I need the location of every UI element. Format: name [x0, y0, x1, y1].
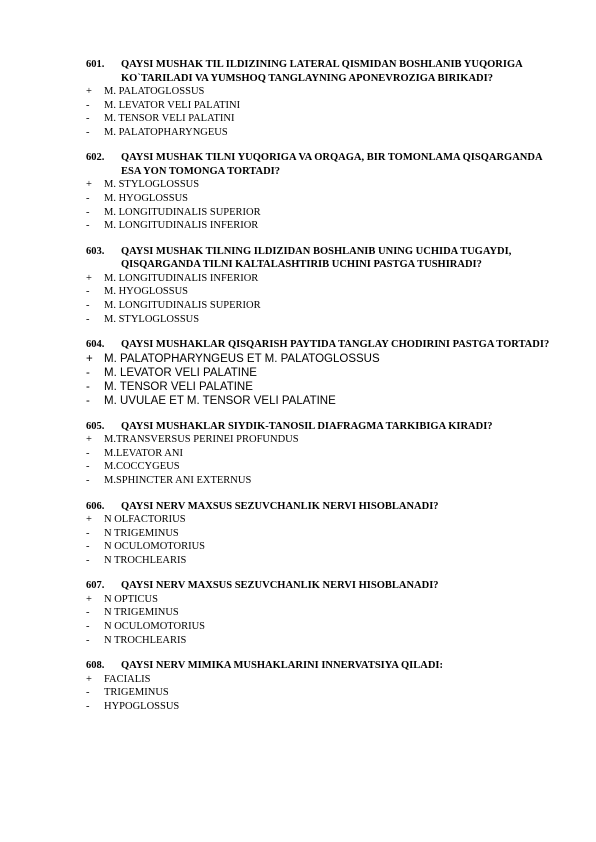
answer-sign: +	[86, 593, 92, 605]
answer-option	[86, 433, 556, 447]
question-number: 607.	[86, 580, 105, 592]
answer-text: M. LEVATOR VELI PALATINE	[104, 366, 257, 379]
answer-option	[86, 112, 556, 126]
answer-option	[86, 178, 556, 192]
answer-option	[86, 299, 556, 313]
answer-sign: -	[86, 461, 90, 473]
question-606	[86, 500, 556, 568]
answer-text: M. HYOGLOSSUS	[104, 286, 189, 298]
answer-option	[86, 700, 556, 714]
answer-option	[86, 460, 556, 474]
answer-option	[86, 206, 556, 220]
answer-option	[86, 447, 556, 461]
answer-sign: -	[86, 700, 90, 712]
answer-sign: +	[86, 272, 92, 284]
answer-text: N TRIGEMINUS	[104, 527, 179, 539]
question-text: QAYSI NERV MIMIKA MUSHAKLARINI INNERVATSIYA QILADI:	[121, 660, 444, 672]
answer-text: M. LONGITUDINALIS INFERIOR	[104, 220, 259, 232]
answer-text: M. TENSOR VELI PALATINE	[104, 380, 253, 393]
answer-text: N TROCHLEARIS	[104, 634, 187, 646]
question-number: 601.	[86, 59, 105, 70]
answer-text: N OPTICUS	[104, 593, 158, 605]
answer-option	[86, 686, 556, 700]
answer-sign: -	[86, 474, 90, 486]
answer-sign: -	[86, 366, 90, 379]
question-number: 606.	[86, 500, 105, 512]
answer-option	[86, 513, 556, 527]
answer-sign: -	[86, 394, 90, 407]
answer-sign: -	[86, 220, 90, 232]
answer-sign: -	[86, 206, 90, 218]
answer-text: M. PALATOGLOSSUS	[104, 86, 205, 97]
question-602	[86, 151, 556, 232]
answer-sign: -	[86, 313, 90, 325]
answer-option	[86, 85, 556, 99]
question-header	[86, 659, 556, 673]
answer-option	[86, 554, 556, 568]
answer-option	[86, 126, 556, 140]
question-603	[86, 245, 556, 326]
answer-option	[86, 219, 556, 233]
answer-sign: +	[86, 673, 92, 685]
answer-sign: -	[86, 192, 90, 204]
question-text: QAYSI MUSHAK TILNING ILDIZIDAN BOSHLANIB UNING UCHIDA TUGAYDI, QISQARGANDA TILNI KALTALASHTIRIB UCHINI PASTGA TUSHIRADI?	[121, 245, 512, 271]
answer-text: N TROCHLEARIS	[104, 554, 187, 566]
answer-option	[86, 606, 556, 620]
answer-option	[86, 593, 556, 607]
answer-text: M. STYLOGLOSSUS	[104, 313, 200, 325]
question-header	[86, 245, 556, 272]
question-header	[86, 500, 556, 514]
answer-sign: -	[86, 621, 90, 633]
answer-sign: -	[86, 447, 90, 459]
answer-text: M. LONGITUDINALIS SUPERIOR	[104, 299, 261, 311]
answer-option	[86, 99, 556, 113]
question-header	[86, 58, 556, 85]
answer-sign: -	[86, 126, 90, 138]
question-header	[86, 151, 556, 178]
question-text: QAYSI MUSHAK TILNI YUQORIGA VA ORQAGA, BIR TOMONLAMA QISQARGANDA ESA YON TOMONGA TORTADI?	[121, 152, 542, 177]
answer-text: M.LEVATOR ANI	[104, 447, 183, 459]
answer-sign: -	[86, 380, 90, 393]
answer-sign: -	[86, 554, 90, 566]
answer-text: M. LEVATOR VELI PALATINI	[104, 99, 241, 111]
answer-option	[86, 634, 556, 648]
answer-option	[86, 527, 556, 541]
answer-option	[86, 285, 556, 299]
answer-text: N TRIGEMINUS	[104, 607, 179, 619]
answer-sign: +	[86, 179, 92, 191]
answer-text: M. STYLOGLOSSUS	[104, 179, 200, 191]
answer-text: M.COCCYGEUS	[104, 461, 180, 473]
answer-text: FACIALIS	[104, 673, 151, 685]
answer-sign: -	[86, 286, 90, 298]
question-text: QAYSI MUSHAKLAR QISQARISH PAYTIDA TANGLAY CHODIRINI PASTGA TORTADI?	[121, 339, 550, 351]
answer-text: N OCULOMOTORIUS	[104, 621, 206, 633]
answer-sign: +	[86, 352, 93, 365]
answer-text: M.TRANSVERSUS PERINEI PROFUNDUS	[104, 434, 299, 446]
question-header	[86, 579, 556, 593]
question-header	[86, 420, 556, 434]
question-608	[86, 659, 556, 713]
answer-text: M. TENSOR VELI PALATINI	[104, 113, 235, 125]
answer-sign: -	[86, 687, 90, 699]
answer-text: TRIGEMINUS	[104, 687, 169, 699]
answer-text: M. HYOGLOSSUS	[104, 192, 189, 204]
answer-sign: -	[86, 527, 90, 539]
answer-sign: +	[86, 514, 92, 525]
answer-text: N OCULOMOTORIUS	[104, 541, 206, 553]
question-text: QAYSI NERV MAXSUS SEZUVCHANLIK NERVI HISOBLANADI?	[121, 580, 439, 592]
answer-sign: +	[86, 86, 92, 97]
answer-option	[86, 366, 556, 380]
answer-text: M.SPHINCTER ANI EXTERNUS	[104, 474, 252, 486]
question-number: 605.	[86, 420, 105, 432]
answer-option	[86, 192, 556, 206]
answer-option	[86, 540, 556, 554]
answer-option	[86, 352, 556, 366]
answer-sign: -	[86, 299, 90, 311]
answer-option	[86, 313, 556, 327]
answer-sign: -	[86, 99, 90, 111]
answer-sign: -	[86, 607, 90, 619]
answer-text: N OLFACTORIUS	[104, 514, 186, 525]
answer-text: HYPOGLOSSUS	[104, 700, 180, 712]
question-header	[86, 338, 556, 352]
answer-sign: +	[86, 434, 92, 446]
answer-option	[86, 272, 556, 286]
answer-sign: -	[86, 541, 90, 553]
question-number: 604.	[86, 339, 105, 351]
answer-option	[86, 474, 556, 488]
answer-option	[86, 394, 556, 408]
question-text: QAYSI MUSHAKLAR SIYDIK-TANOSIL DIAFRAGMA TARKIBIGA KIRADI?	[121, 420, 493, 432]
answer-text: M. LONGITUDINALIS SUPERIOR	[104, 206, 261, 218]
answer-option	[86, 620, 556, 634]
question-number: 602.	[86, 152, 105, 164]
answer-option	[86, 380, 556, 394]
question-text: QAYSI NERV MAXSUS SEZUVCHANLIK NERVI HISOBLANADI?	[121, 500, 439, 512]
question-604	[86, 338, 556, 408]
question-number: 603.	[86, 245, 105, 257]
answer-sign: -	[86, 113, 90, 125]
question-605	[86, 420, 556, 488]
question-601	[86, 58, 556, 139]
question-607	[86, 579, 556, 647]
question-list	[86, 58, 556, 726]
answer-text: M. PALATOPHARYNGEUS	[104, 126, 228, 138]
answer-sign: -	[86, 634, 90, 646]
question-text: QAYSI MUSHAK TIL ILDIZINING LATERAL QISMIDAN BOSHLANIB YUQORIGA KO`TARILADI VA YUMSHOQ TANGLAYNING APONEVROZIGA BIRIKADI?	[121, 59, 523, 84]
answer-option	[86, 673, 556, 687]
answer-text: M. LONGITUDINALIS INFERIOR	[104, 272, 259, 284]
question-number: 608.	[86, 660, 105, 672]
answer-text: M. PALATOPHARYNGEUS ET M. PALATOGLOSSUS	[104, 352, 380, 365]
answer-text: M. UVULAE ET M. TENSOR VELI PALATINE	[104, 394, 336, 407]
